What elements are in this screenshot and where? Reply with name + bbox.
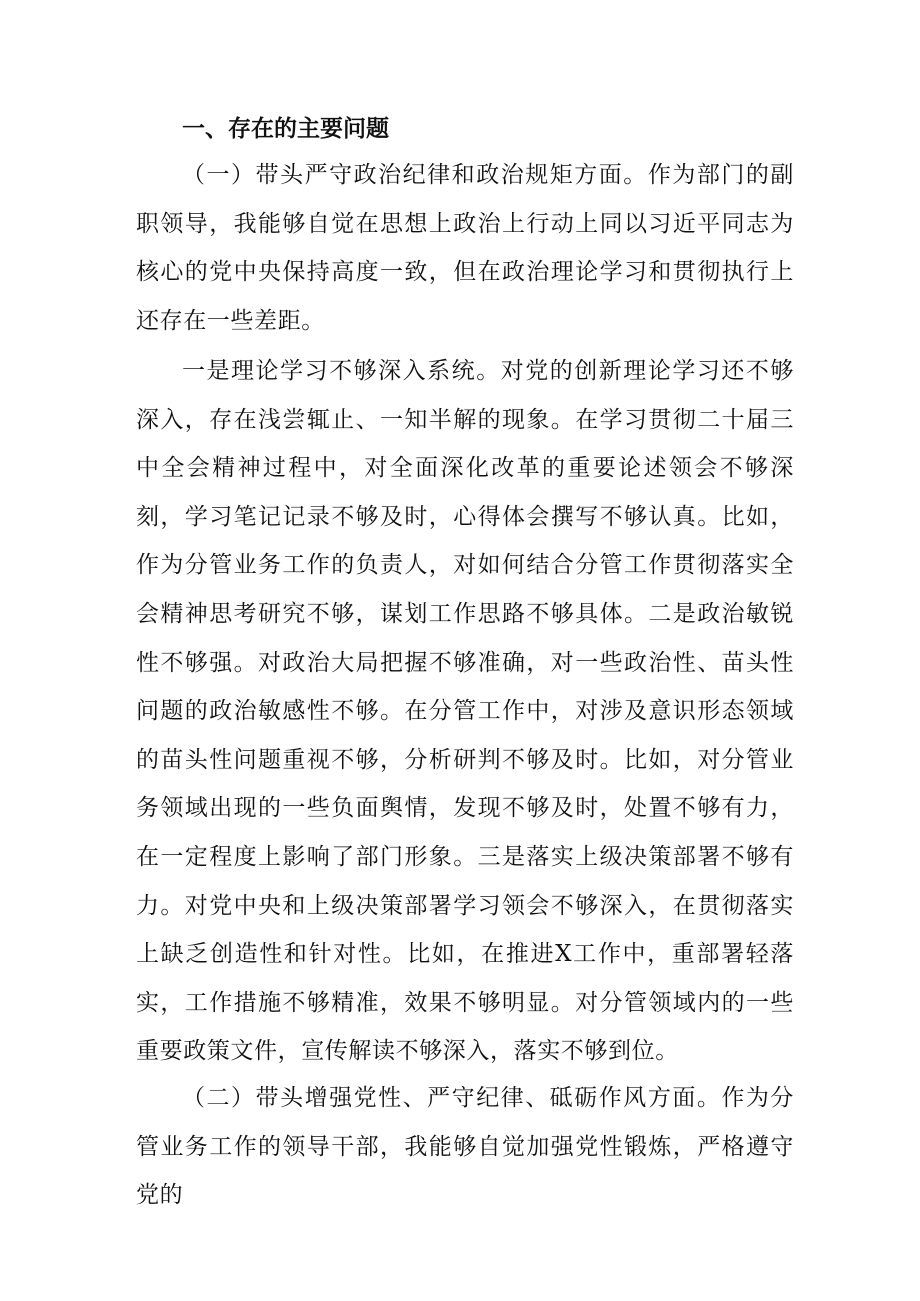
- paragraph-discipline: （一）带头严守政治纪律和政治规矩方面。作为部门的副职领导，我能够自觉在思想上政治上行动上同以习近平同志为核心的党中央保持高度一致，但在政治理论学习和贯彻执行上还存在一些差距。: [136, 162, 794, 334]
- section-heading: 一、存在的主要问题: [182, 116, 389, 142]
- paragraph-theory-study: 一是理论学习不够深入系统。对党的创新理论学习还不够深入，存在浅尝辄止、一知半解的现象。在学习贯彻二十届三中全会精神过程中，对全面深化改革的重要论述领会不够深刻，学习笔记记录不够及时，心得体会撰写不够认真。比如，作为分管业务工作的负责人，对如何结合分管工作贯彻落实全会精神思考研究不够，谋划工作思路不够具体。二是政治敏锐性不够强。对政治大局把握不够准确，对一些政治性、苗头性问题的政治敏感性不够。在分管工作中，对涉及意识形态领域的苗头性问题重视不够，分析研判不够及时。比如，对分管业务领域出现的一些负面舆情，发现不够及时，处置不够有力，在一定程度上影响了部门形象。三是落实上级决策部署不够有力。对党中央和上级决策部署学习领会不够深入，在贯彻落实上缺乏创造性和针对性。比如，在推进X工作中，重部署轻落实，工作措施不够精准，效果不够明显。对分管领域内的一些重要政策文件，宣传解读不够深入，落实不够到位。: [136, 358, 794, 1065]
- paragraph-party-spirit: （二）带头增强党性、严守纪律、砥砺作风方面。作为分管业务工作的领导干部，我能够自觉加强党性锻炼，严格遵守党的: [136, 1085, 794, 1209]
